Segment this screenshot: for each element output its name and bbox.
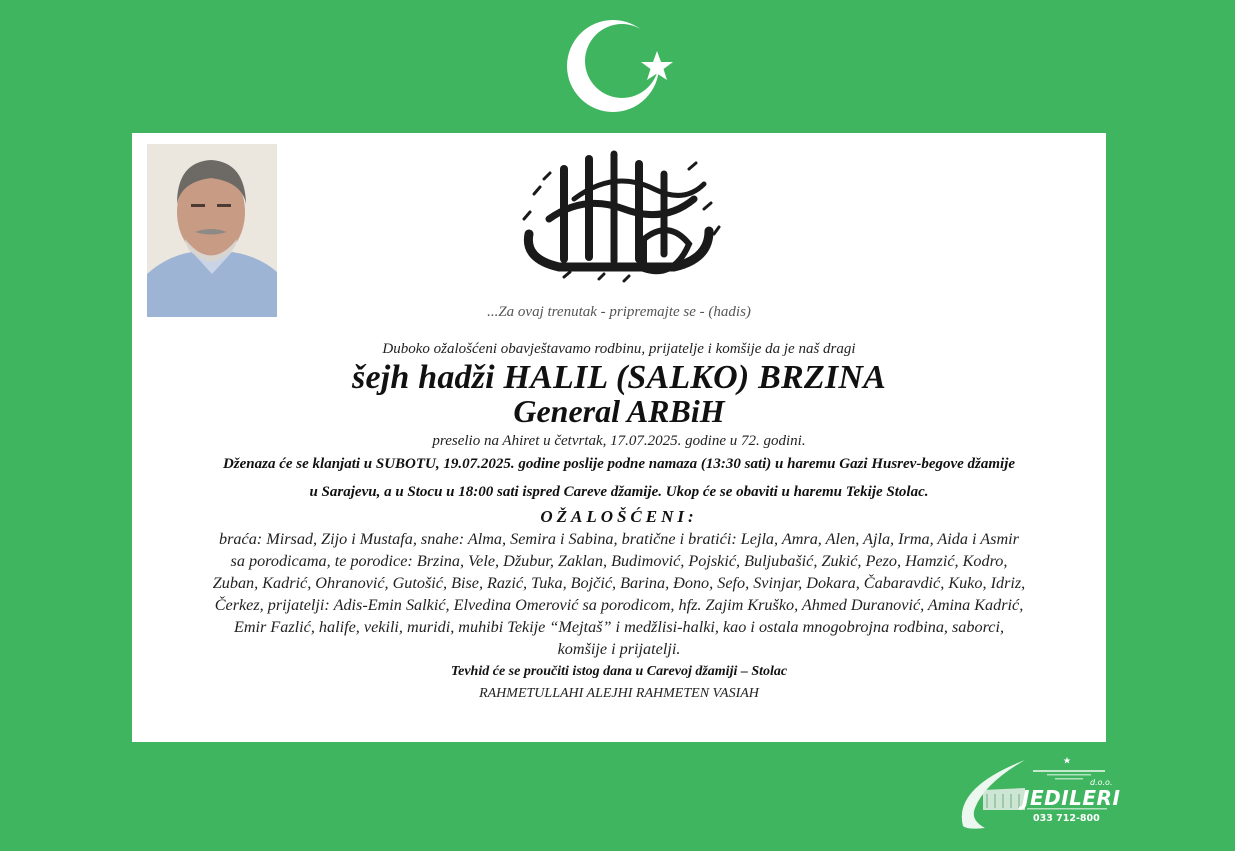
mourners-line: Čerkez, prijatelji: Adis-Emin Salkić, Elvedina Omerović sa porodicom, hfz. Zajim Kruško, Ahmed Duranović, Amina Kadrić, xyxy=(214,596,1024,614)
deceased-rank: General ARBiH xyxy=(513,393,725,429)
logo-phone: 033 712-800 xyxy=(1033,813,1100,824)
mourners-line: braća: Mirsad, Zijo i Mustafa, snahe: Alma, Semira i Sabina, bratične i bratići: Lejla, Amra, Alen, Ajla, Irma, Aida i Asmir xyxy=(219,530,1019,548)
logo-suffix: d.o.o. xyxy=(1090,778,1113,787)
portrait-photo xyxy=(147,144,277,317)
closing-prayer: RAHMETULLAHI ALEJHI RAHMETEN VASIAH xyxy=(479,686,759,701)
mourners-line: Zuban, Kadrić, Ohranović, Gutošić, Bise, Razić, Tuka, Bojčić, Barina, Đono, Sefo, Svinjar, Dokara, Čabaravdić, Kuko, Idriz, xyxy=(212,574,1026,592)
jedileri-logo xyxy=(955,748,1125,833)
mourners-line: Emir Fazlić, halife, vekili, muridi, muhibi Tekije “Mejtaš” i medžlisi-halki, kao i ostala mnogobrojna rodbina, saborci, xyxy=(233,618,1005,636)
obituary-card xyxy=(132,133,1106,742)
portrait-image xyxy=(147,144,277,317)
mourners-line: sa porodicama, te porodice: Brzina, Vele, Džubur, Zaklan, Budimović, Pojskić, Buljubašić, Zukić, Pezo, Hamzić, Kodro, xyxy=(230,552,1008,570)
tevhid-info: Tevhid će se proučiti istog dana u Carevoj džamiji – Stolac xyxy=(450,664,788,679)
funeral-info-line-2: u Sarajevu, a u Stocu u 18:00 sati ispred Careve džamije. Ukop će se obaviti u haremu Tekije Stolac. xyxy=(309,484,929,500)
funeral-info-line-1: Dženaza će se klanjati u SUBOTU, 19.07.2025. godine poslije podne namaza (13:30 sati) u haremu Gazi Husrev-begove džamije xyxy=(222,456,1016,472)
hadith-quote: ...Za ovaj trenutak - pripremajte se - (hadis) xyxy=(487,304,751,320)
logo-name: JEDILERI xyxy=(1022,786,1121,810)
death-date-text: preselio na Ahiret u četvrtak, 17.07.2025. godine u 72. godini. xyxy=(432,433,806,449)
mourners-heading: OŽALOŠĆENI: xyxy=(540,507,698,526)
mourners-line: komšije i prijatelji. xyxy=(557,640,681,658)
crescent-star-icon xyxy=(560,14,680,124)
intro-text: Duboko ožalošćeni obavještavamo rodbinu, prijatelje i komšije da je naš dragi xyxy=(382,341,856,357)
arabic-calligraphy-icon xyxy=(504,139,734,299)
deceased-name: šejh hadži HALIL (SALKO) BRZINA xyxy=(352,359,886,396)
